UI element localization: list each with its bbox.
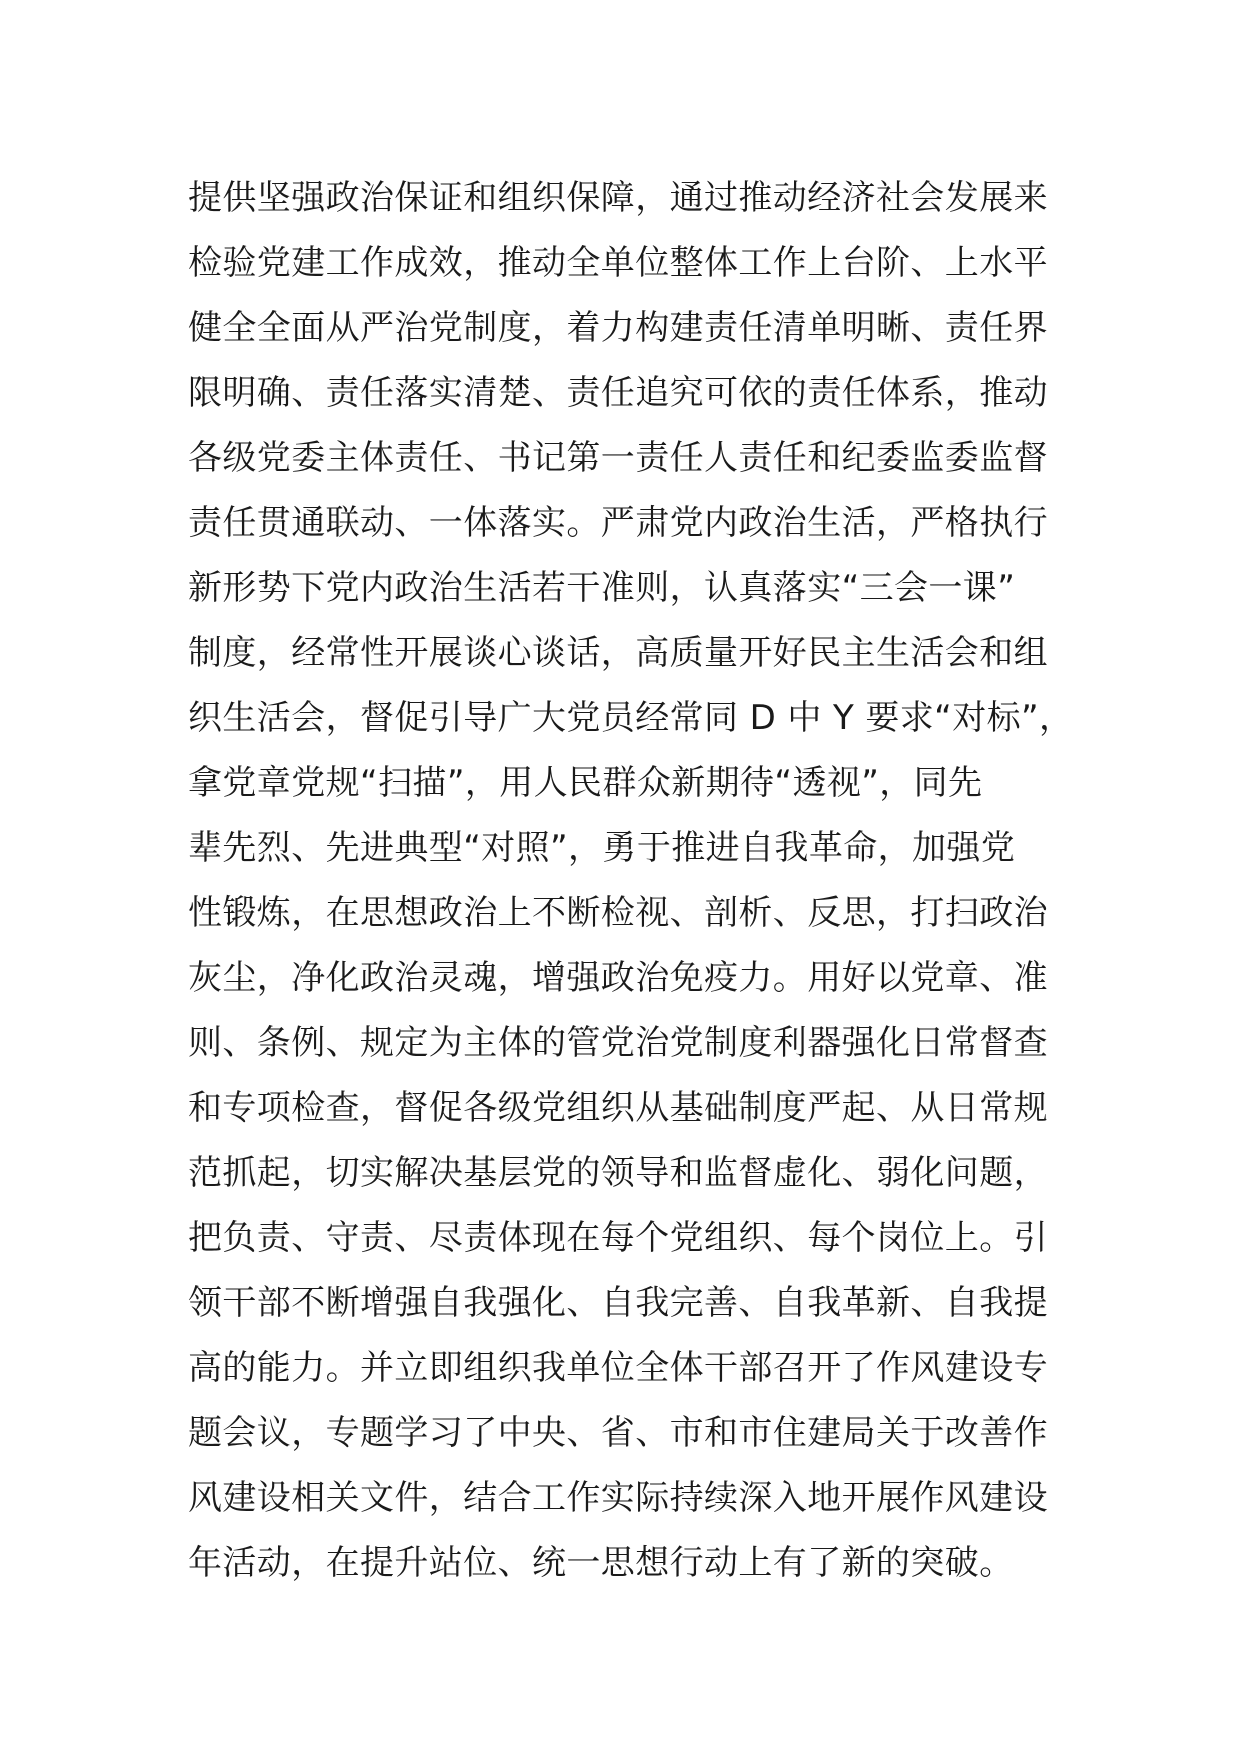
text-line: 新形势下党内政治生活若干准则，认真落实“三会一课” xyxy=(188,568,1016,608)
text-line: 和专项检查，督促各级党组织从基础制度严起、从日常规 xyxy=(188,1088,1048,1128)
text-line: 把负责、守责、尽责体现在每个党组织、每个岗位上。引 xyxy=(188,1218,1048,1258)
text-line: 领干部不断增强自我强化、自我完善、自我革新、自我提 xyxy=(188,1283,1048,1323)
text-line: 辈先烈、先进典型“对照”，勇于推进自我革命，加强党 xyxy=(188,828,1016,868)
text-line: 检验党建工作成效，推动全单位整体工作上台阶、上水平 xyxy=(188,243,1048,283)
text-line: 性锻炼，在思想政治上不断检视、剖析、反思，打扫政治 xyxy=(188,893,1048,933)
text-line: 提供坚强政治保证和组织保障，通过推动经济社会发展来 xyxy=(188,178,1048,218)
text-line: 题会议，专题学习了中央、省、市和市住建局关于改善作 xyxy=(188,1413,1048,1453)
text-line: 责任贯通联动、一体落实。严肃党内政治生活，严格执行 xyxy=(188,503,1048,543)
text-line: 拿党章党规“扫描”，用人民群众新期待“透视”，同先 xyxy=(188,763,983,803)
text-line: 各级党委主体责任、书记第一责任人责任和纪委监委监督 xyxy=(188,438,1048,478)
text-line: 高的能力。并立即组织我单位全体干部召开了作风建设专 xyxy=(188,1348,1048,1388)
text-line: 范抓起，切实解决基层党的领导和监督虚化、弱化问题， xyxy=(188,1153,1048,1193)
text-line: 织生活会，督促引导广大党员经常同 D 中 Y 要求“对标”， xyxy=(188,698,1074,738)
text-line: 限明确、责任落实清楚、责任追究可依的责任体系，推动 xyxy=(188,373,1048,413)
body-paragraph xyxy=(188,166,1088,1596)
text-line: 制度，经常性开展谈心谈话，高质量开好民主生活会和组 xyxy=(188,633,1048,673)
text-line: 健全全面从严治党制度，着力构建责任清单明晰、责任界 xyxy=(188,308,1048,348)
text-line: 年活动，在提升站位、统一思想行动上有了新的突破。 xyxy=(188,1543,1014,1583)
text-line: 灰尘，净化政治灵魂，增强政治免疫力。用好以党章、准 xyxy=(188,958,1048,998)
text-line: 风建设相关文件，结合工作实际持续深入地开展作风建设 xyxy=(188,1478,1048,1518)
text-line: 则、条例、规定为主体的管党治党制度利器强化日常督查 xyxy=(188,1023,1048,1063)
